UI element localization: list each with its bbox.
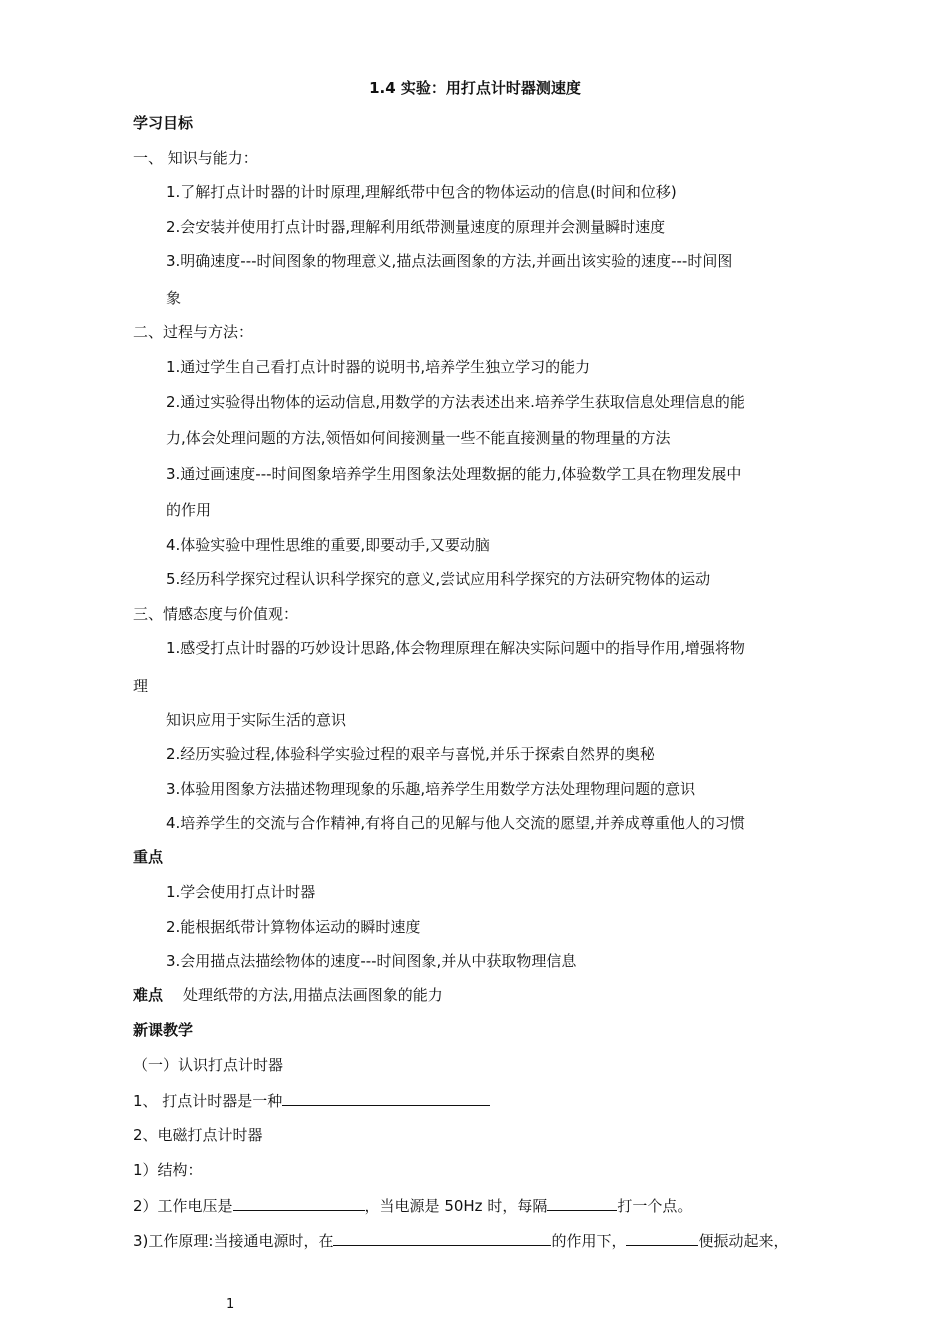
process-item: 2.通过实验得出物体的运动信息,用数学的方法表述出来.培养学生获取信息处理信息的能 xyxy=(166,393,745,411)
section-heading: （一）认识打点计时器 xyxy=(133,1056,284,1074)
keypoint-item: 1.学会使用打点计时器 xyxy=(166,883,316,901)
knowledge-item: 1.了解打点计时器的计时原理,理解纸带中包含的物体运动的信息(时间和位移) xyxy=(166,183,677,201)
process-item-cont: 的作用 xyxy=(166,501,212,519)
question-2: 2、电磁打点计时器 xyxy=(133,1126,263,1144)
question-2-principle xyxy=(133,1230,788,1251)
question-2-structure: 1）结构： xyxy=(133,1161,203,1179)
attitude-item-cont: 理 xyxy=(133,677,149,695)
process-heading: 二、过程与方法： xyxy=(133,323,254,341)
process-item: 3.通过画速度---时间图象培养学生用图象法处理数据的能力,体验数学工具在物理发展中 xyxy=(166,465,742,483)
dot-text: 打一个点。 xyxy=(617,1197,693,1215)
process-item: 4.体验实验中理性思维的重要,即要动手,又要动脑 xyxy=(166,536,490,554)
page-number: 1 xyxy=(226,1297,235,1312)
knowledge-item: 3.明确速度---时间图象的物理意义,描点法画图象的方法,并画出该实验的速度---时间图 xyxy=(166,252,733,270)
knowledge-heading: 一、 知识与能力： xyxy=(133,149,258,167)
keypoint-item: 2.能根据纸带计算物体运动的瞬时速度 xyxy=(166,918,421,936)
objectives-heading: 学习目标 xyxy=(133,114,194,132)
process-item: 1.通过学生自己看打点计时器的说明书,培养学生独立学习的能力 xyxy=(166,358,591,376)
keypoints-heading: 重点 xyxy=(133,848,164,866)
answer-blank[interactable] xyxy=(282,1090,490,1106)
principle-text-3: 便振动起来， xyxy=(698,1232,789,1250)
answer-blank[interactable] xyxy=(233,1195,365,1211)
answer-blank[interactable] xyxy=(547,1195,617,1211)
attitude-heading: 三、情感态度与价值观： xyxy=(133,605,299,623)
difficulty-line xyxy=(133,985,443,1005)
question-2-voltage xyxy=(133,1195,692,1216)
knowledge-item: 2.会安装并使用打点计时器,理解利用纸带测量速度的原理并会测量瞬时速度 xyxy=(166,218,666,236)
process-item-cont: 力,体会处理问题的方法,领悟如何间接测量一些不能直接测量的物理量的方法 xyxy=(166,429,671,447)
process-item: 5.经历科学探究过程认识科学探究的意义,尝试应用科学探究的方法研究物体的运动 xyxy=(166,570,711,588)
answer-blank[interactable] xyxy=(333,1230,551,1246)
attitude-item: 2.经历实验过程,体验科学实验过程的艰辛与喜悦,并乐于探索自然界的奥秘 xyxy=(166,745,655,763)
question-1-text: 1、 打点计时器是一种 xyxy=(133,1092,283,1110)
keypoint-item: 3.会用描点法描绘物体的速度---时间图象,并从中获取物理信息 xyxy=(166,952,577,970)
attitude-item: 4.培养学生的交流与合作精神,有将自己的见解与他人交流的愿望,并养成尊重他人的习惯 xyxy=(166,814,745,832)
frequency-text: ，当电源是 50Hz 时，每隔 xyxy=(364,1197,548,1215)
difficulty-label: 难点 xyxy=(133,986,164,1004)
attitude-item-cont: 知识应用于实际生活的意识 xyxy=(166,711,347,729)
question-1 xyxy=(133,1090,490,1111)
principle-text-2: 的作用下， xyxy=(551,1232,627,1250)
difficulty-text: 处理纸带的方法,用描点法画图象的能力 xyxy=(183,986,443,1004)
answer-blank[interactable] xyxy=(626,1230,698,1246)
voltage-text: 2）工作电压是 xyxy=(133,1197,233,1215)
principle-text: 3)工作原理:当接通电源时，在 xyxy=(133,1232,334,1250)
teaching-heading: 新课教学 xyxy=(133,1021,194,1039)
attitude-item: 3.体验用图象方法描述物理现象的乐趣,培养学生用数学方法处理物理问题的意识 xyxy=(166,780,696,798)
page-title: 1.4 实验：用打点计时器测速度 xyxy=(369,79,581,97)
knowledge-item-cont: 象 xyxy=(166,289,182,307)
attitude-item: 1.感受打点计时器的巧妙设计思路,体会物理原理在解决实际问题中的指导作用,增强将物 xyxy=(166,639,745,657)
